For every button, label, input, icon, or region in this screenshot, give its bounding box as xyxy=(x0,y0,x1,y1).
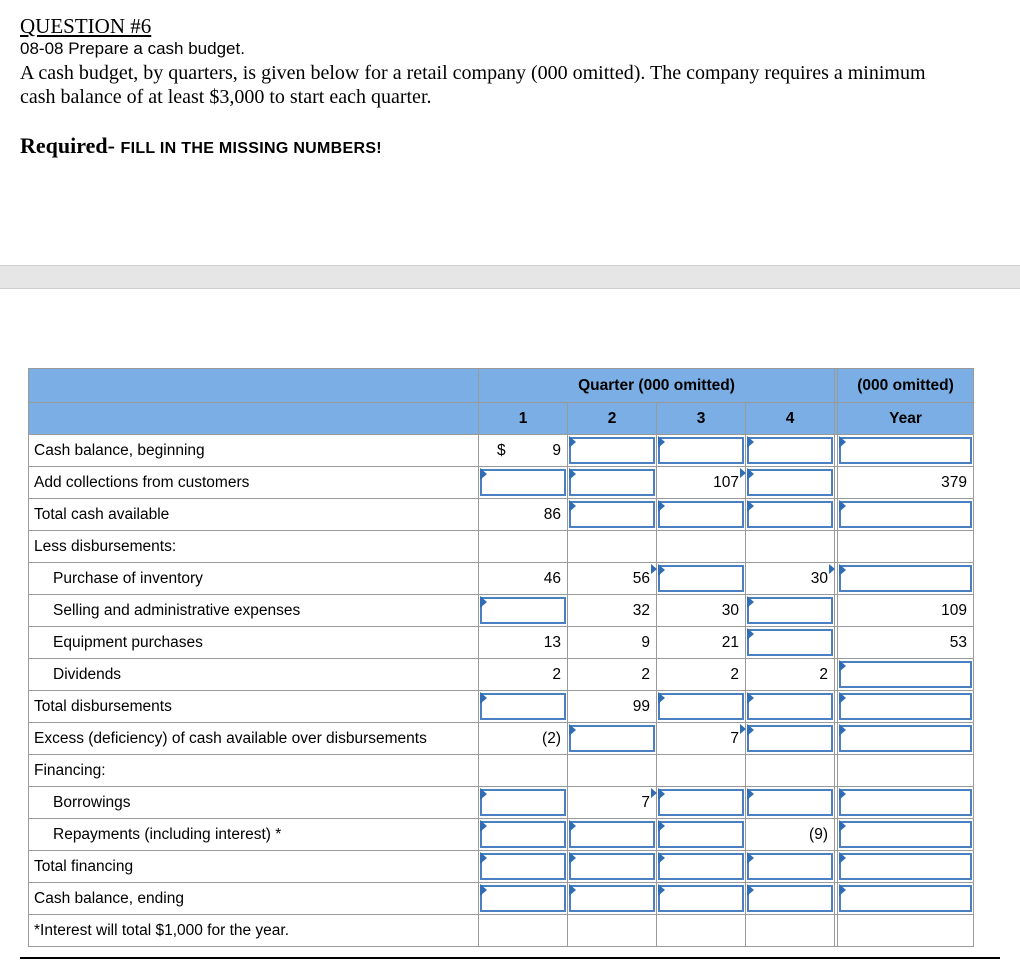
input-q4[interactable] xyxy=(746,723,835,755)
input-q3[interactable] xyxy=(657,691,746,723)
answer-input[interactable] xyxy=(747,853,833,880)
flag-icon xyxy=(747,468,754,480)
input-q2[interactable] xyxy=(568,723,657,755)
answer-input[interactable] xyxy=(839,437,972,464)
input-year[interactable] xyxy=(838,883,974,915)
row-label: Dividends xyxy=(29,659,479,691)
input-q3[interactable] xyxy=(657,787,746,819)
answer-input[interactable] xyxy=(747,885,833,912)
cell-value: 9 xyxy=(552,442,561,459)
answer-input[interactable] xyxy=(839,821,972,848)
answer-input[interactable] xyxy=(747,437,833,464)
answer-input[interactable] xyxy=(747,469,833,496)
flag-icon xyxy=(658,788,665,800)
cell-value: 46 xyxy=(543,569,561,587)
answer-input[interactable] xyxy=(747,725,833,752)
answer-input[interactable] xyxy=(480,469,566,496)
input-q2[interactable] xyxy=(568,819,657,851)
flag-icon xyxy=(839,884,846,896)
flag-icon xyxy=(480,852,487,864)
budget-body xyxy=(29,435,974,947)
input-year[interactable] xyxy=(838,691,974,723)
cell-value: 99 xyxy=(632,697,650,715)
value-q1 xyxy=(479,435,568,467)
answer-input[interactable] xyxy=(480,693,566,720)
answer-input[interactable] xyxy=(569,885,655,912)
bottom-rule xyxy=(20,957,1000,959)
flag-icon xyxy=(747,436,754,448)
value-year xyxy=(838,595,974,627)
flag-icon xyxy=(480,468,487,480)
flag-icon xyxy=(829,564,835,574)
cell-value: 2 xyxy=(641,665,650,683)
answer-input[interactable] xyxy=(839,725,972,752)
answer-input[interactable] xyxy=(569,725,655,752)
row-label: Equipment purchases xyxy=(29,627,479,659)
row-label: Total cash available xyxy=(29,499,479,531)
flag-icon xyxy=(839,820,846,832)
table-row xyxy=(29,723,974,755)
required-label: Required- xyxy=(20,133,115,158)
flag-icon xyxy=(480,820,487,832)
cell-value: 86 xyxy=(543,505,561,523)
input-year[interactable] xyxy=(838,851,974,883)
answer-input[interactable] xyxy=(658,885,744,912)
answer-input[interactable] xyxy=(839,501,972,528)
table-row xyxy=(29,499,974,531)
answer-input[interactable] xyxy=(839,565,972,592)
cell-value: 32 xyxy=(632,601,650,619)
row-label: Selling and administrative expenses xyxy=(29,595,479,627)
value-q3 xyxy=(657,595,746,627)
question-header xyxy=(20,14,1000,162)
input-q4[interactable] xyxy=(746,435,835,467)
value-q2 xyxy=(568,787,657,819)
value-q1 xyxy=(479,723,568,755)
cell-value: (9) xyxy=(809,825,828,843)
table-row xyxy=(29,595,974,627)
required-text: FILL IN THE MISSING NUMBERS! xyxy=(120,140,382,157)
required-line xyxy=(20,133,1000,162)
input-q2[interactable] xyxy=(568,467,657,499)
table-row xyxy=(29,915,974,947)
currency-symbol: $ xyxy=(497,442,506,459)
cell-value: 2 xyxy=(730,665,739,683)
input-q1[interactable] xyxy=(479,467,568,499)
flag-icon xyxy=(839,788,846,800)
table-row xyxy=(29,819,974,851)
input-q1[interactable] xyxy=(479,819,568,851)
answer-input[interactable] xyxy=(658,821,744,848)
flag-icon xyxy=(569,436,576,448)
row-label: Repayments (including interest) * xyxy=(29,819,479,851)
flag-icon xyxy=(747,596,754,608)
table-row xyxy=(29,755,974,787)
flag-icon xyxy=(839,564,846,576)
flag-icon xyxy=(747,884,754,896)
input-year[interactable] xyxy=(838,659,974,691)
flag-icon xyxy=(480,884,487,896)
flag-icon xyxy=(839,660,846,672)
flag-icon xyxy=(658,820,665,832)
cash-budget-table xyxy=(28,368,974,947)
input-q4[interactable] xyxy=(746,787,835,819)
input-q2[interactable] xyxy=(568,851,657,883)
answer-input[interactable] xyxy=(658,789,744,816)
flag-icon xyxy=(569,468,576,480)
flag-icon xyxy=(658,852,665,864)
input-q4[interactable] xyxy=(746,691,835,723)
cell-value: 379 xyxy=(941,473,967,491)
input-q4[interactable] xyxy=(746,467,835,499)
input-q2[interactable] xyxy=(568,435,657,467)
value-q3 xyxy=(657,723,746,755)
flag-icon xyxy=(658,564,665,576)
quarter-3-header: 3 xyxy=(657,403,746,435)
value-q2 xyxy=(568,595,657,627)
value-q2 xyxy=(568,659,657,691)
quarter-1-header: 1 xyxy=(479,403,568,435)
row-label: Cash balance, beginning xyxy=(29,435,479,467)
value-q3 xyxy=(657,659,746,691)
question-subtitle: 08-08 Prepare a cash budget. xyxy=(20,39,245,58)
flag-icon xyxy=(480,692,487,704)
flag-icon xyxy=(569,820,576,832)
answer-input[interactable] xyxy=(839,853,972,880)
cell-value: 21 xyxy=(721,633,739,651)
table-row xyxy=(29,467,974,499)
input-q3[interactable] xyxy=(657,851,746,883)
value-q4 xyxy=(746,563,835,595)
header-blank xyxy=(29,403,479,435)
answer-input[interactable] xyxy=(480,597,566,624)
table-row xyxy=(29,883,974,915)
answer-input[interactable] xyxy=(658,565,744,592)
input-year[interactable] xyxy=(838,563,974,595)
cell-value: 30 xyxy=(810,569,828,587)
flag-icon xyxy=(747,692,754,704)
answer-input[interactable] xyxy=(480,853,566,880)
input-year[interactable] xyxy=(838,819,974,851)
input-year[interactable] xyxy=(838,499,974,531)
cell-value: 7 xyxy=(730,729,739,747)
answer-input[interactable] xyxy=(480,789,566,816)
value-q2 xyxy=(568,563,657,595)
input-q3[interactable] xyxy=(657,499,746,531)
cell-value: 107 xyxy=(713,473,739,491)
value-q3 xyxy=(657,467,746,499)
row-label: Total financing xyxy=(29,851,479,883)
flag-icon xyxy=(839,436,846,448)
value-year xyxy=(838,467,974,499)
value-q1 xyxy=(479,499,568,531)
input-q3[interactable] xyxy=(657,883,746,915)
answer-input[interactable] xyxy=(839,885,972,912)
year-header: Year xyxy=(838,403,974,435)
answer-input[interactable] xyxy=(839,789,972,816)
value-q3 xyxy=(657,627,746,659)
row-label: Borrowings xyxy=(29,787,479,819)
flag-icon xyxy=(747,500,754,512)
input-year[interactable] xyxy=(838,435,974,467)
flag-icon xyxy=(839,500,846,512)
row-label: *Interest will total $1,000 for the year. xyxy=(29,915,479,947)
row-label: Add collections from customers xyxy=(29,467,479,499)
cell-value: 2 xyxy=(819,665,828,683)
question-text: A cash budget, by quarters, is given below for a retail company (000 omitted). The company requires a minimum cash balance of at least $3,000 to start each quarter. xyxy=(20,62,926,108)
input-q4[interactable] xyxy=(746,499,835,531)
flag-icon xyxy=(658,884,665,896)
cell-value: 2 xyxy=(552,665,561,683)
row-label: Purchase of inventory xyxy=(29,563,479,595)
value-q4 xyxy=(746,819,835,851)
value-q2 xyxy=(568,627,657,659)
input-q1[interactable] xyxy=(479,787,568,819)
input-q3[interactable] xyxy=(657,819,746,851)
table-row xyxy=(29,563,974,595)
input-q4[interactable] xyxy=(746,883,835,915)
answer-input[interactable] xyxy=(747,597,833,624)
flag-icon xyxy=(747,788,754,800)
input-q4[interactable] xyxy=(746,851,835,883)
input-q1[interactable] xyxy=(479,595,568,627)
quarter-4-header: 4 xyxy=(746,403,835,435)
flag-icon xyxy=(569,724,576,736)
flag-icon xyxy=(480,596,487,608)
cell-value: 9 xyxy=(641,633,650,651)
cell-value: 53 xyxy=(949,633,967,651)
table-row xyxy=(29,531,974,563)
cell-value: 7 xyxy=(641,793,650,811)
value-q4 xyxy=(746,659,835,691)
question-title: QUESTION #6 xyxy=(20,14,152,38)
answer-input[interactable] xyxy=(569,437,655,464)
answer-input[interactable] xyxy=(658,437,744,464)
input-year[interactable] xyxy=(838,787,974,819)
section-divider xyxy=(0,265,1020,289)
flag-icon xyxy=(747,628,754,640)
answer-input[interactable] xyxy=(569,821,655,848)
table-row xyxy=(29,659,974,691)
answer-input[interactable] xyxy=(569,853,655,880)
answer-input[interactable] xyxy=(480,885,566,912)
header-row-2 xyxy=(29,403,974,435)
input-year[interactable] xyxy=(838,723,974,755)
input-q4[interactable] xyxy=(746,627,835,659)
flag-icon xyxy=(839,724,846,736)
input-q2[interactable] xyxy=(568,883,657,915)
flag-icon xyxy=(658,436,665,448)
header-row-1 xyxy=(29,369,974,403)
answer-input[interactable] xyxy=(747,789,833,816)
row-label: Less disbursements: xyxy=(29,531,479,563)
cell-value: 109 xyxy=(941,601,967,619)
table-row xyxy=(29,435,974,467)
value-q2 xyxy=(568,691,657,723)
answer-input[interactable] xyxy=(658,853,744,880)
answer-input[interactable] xyxy=(747,629,833,656)
answer-input[interactable] xyxy=(569,469,655,496)
value-q1 xyxy=(479,563,568,595)
input-q4[interactable] xyxy=(746,595,835,627)
table-row xyxy=(29,627,974,659)
flag-icon xyxy=(839,692,846,704)
cell-value: 30 xyxy=(721,601,739,619)
flag-icon xyxy=(747,724,754,736)
answer-input[interactable] xyxy=(747,501,833,528)
table-row xyxy=(29,691,974,723)
answer-input[interactable] xyxy=(658,693,744,720)
input-q1[interactable] xyxy=(479,851,568,883)
input-q3[interactable] xyxy=(657,435,746,467)
answer-input[interactable] xyxy=(839,693,972,720)
row-label: Total disbursements xyxy=(29,691,479,723)
year-group-header: (000 omitted) xyxy=(838,369,974,403)
flag-icon xyxy=(839,852,846,864)
flag-icon xyxy=(480,788,487,800)
value-year xyxy=(838,627,974,659)
answer-input[interactable] xyxy=(747,693,833,720)
table-row xyxy=(29,787,974,819)
row-label: Excess (deficiency) of cash available over disbursements xyxy=(29,723,479,755)
answer-input[interactable] xyxy=(480,821,566,848)
answer-input[interactable] xyxy=(658,501,744,528)
input-q2[interactable] xyxy=(568,499,657,531)
answer-input[interactable] xyxy=(569,501,655,528)
flag-icon xyxy=(569,884,576,896)
input-q1[interactable] xyxy=(479,691,568,723)
flag-icon xyxy=(658,500,665,512)
input-q1[interactable] xyxy=(479,883,568,915)
value-q1 xyxy=(479,627,568,659)
header-blank xyxy=(29,369,479,403)
input-q3[interactable] xyxy=(657,563,746,595)
flag-icon xyxy=(747,852,754,864)
table-row xyxy=(29,851,974,883)
quarter-2-header: 2 xyxy=(568,403,657,435)
cell-value: (2) xyxy=(542,729,561,747)
flag-icon xyxy=(569,852,576,864)
quarter-header: Quarter (000 omitted) xyxy=(479,369,835,403)
cell-value: 13 xyxy=(543,633,561,651)
flag-icon xyxy=(658,692,665,704)
row-label: Financing: xyxy=(29,755,479,787)
flag-icon xyxy=(569,500,576,512)
cell-value: 56 xyxy=(632,569,650,587)
answer-input[interactable] xyxy=(839,661,972,688)
value-q1 xyxy=(479,659,568,691)
row-label: Cash balance, ending xyxy=(29,883,479,915)
